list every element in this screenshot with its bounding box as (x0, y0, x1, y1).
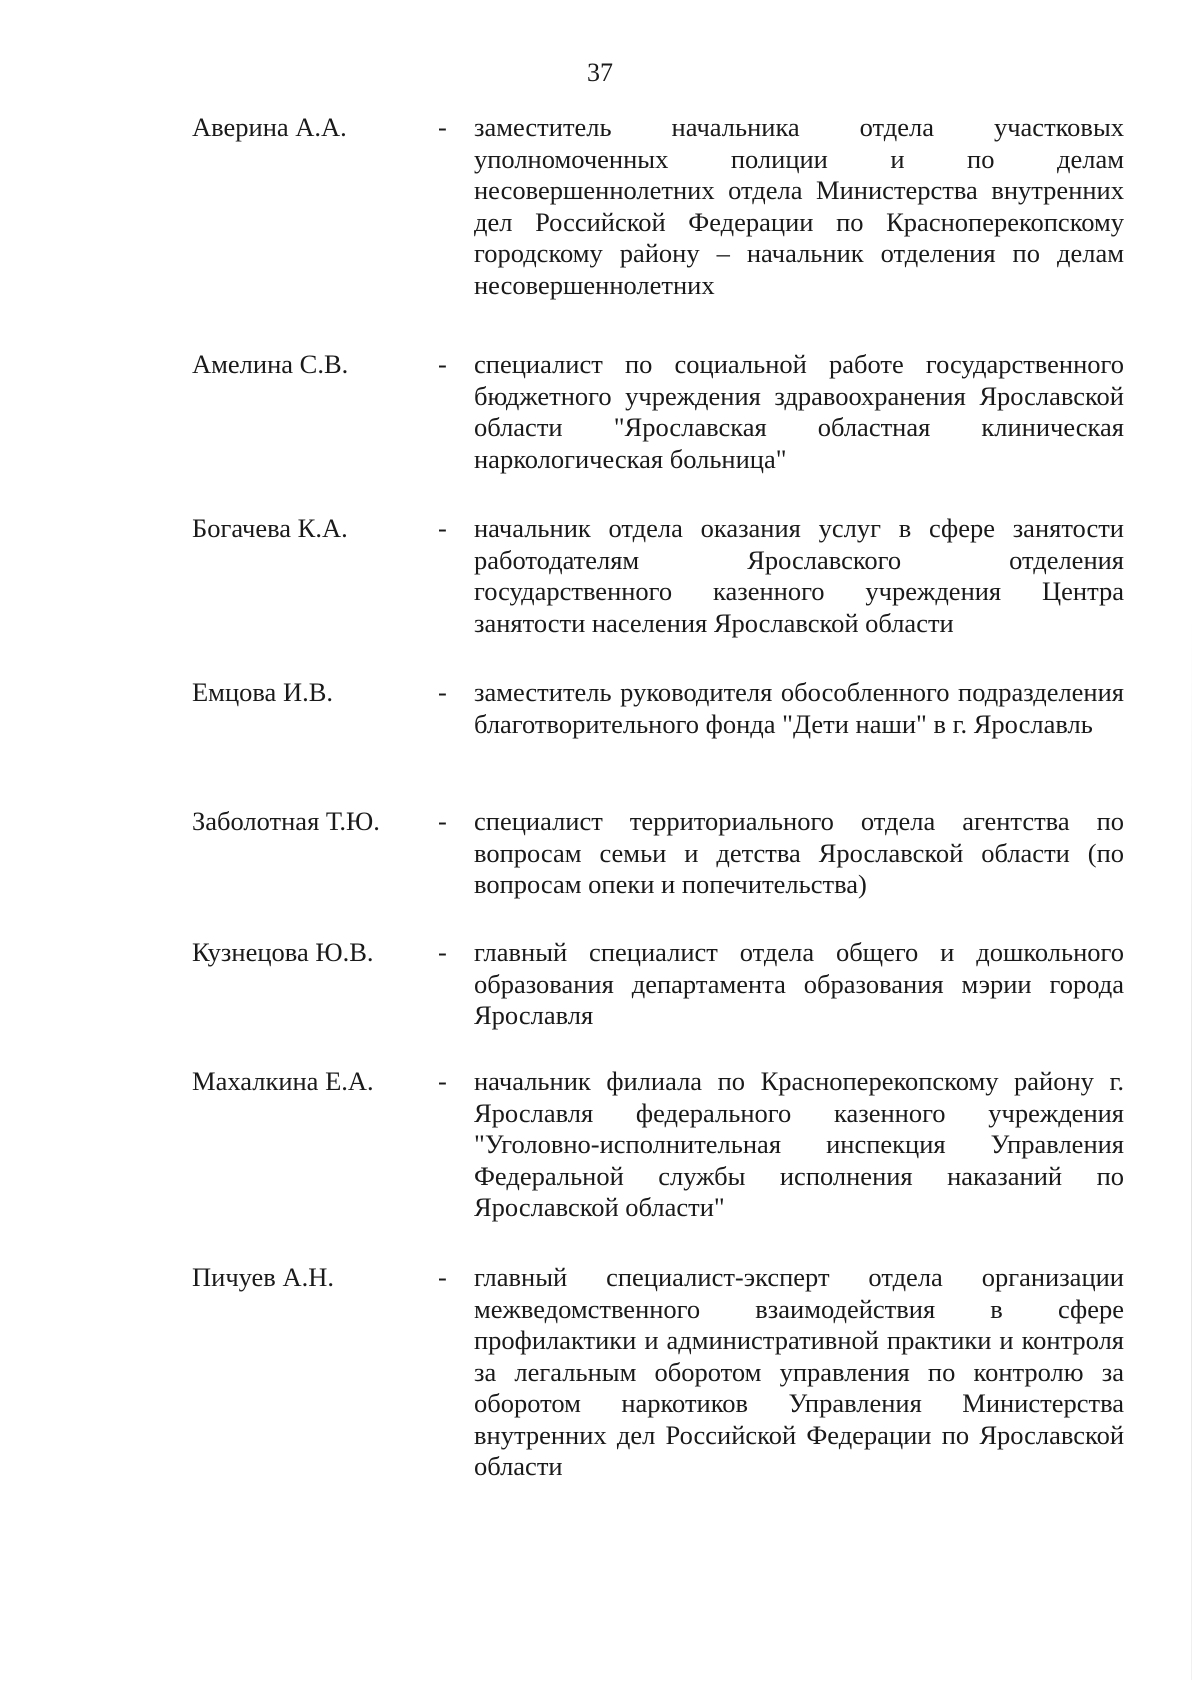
separator-dash: - (438, 1066, 447, 1096)
member-position: заместитель начальника отдела участковых уполномоченных полиции и по делам несовершеннолетних отдела Министерства внутренних дел Российской Федерации по Красноперекопскому городскому району – начальник отделения по делам несовершеннолетних (474, 112, 1124, 300)
member-name: Аверина А.А. (192, 112, 347, 142)
member-position: главный специалист отдела общего и дошкольного образования департамента образования мэрии города Ярославля (474, 937, 1124, 1030)
separator-dash: - (438, 1262, 447, 1292)
member-position: начальник филиала по Красноперекопскому району г. Ярославля федерального казенного учреждения "Уголовно-исполнительная инспекция Управления Федеральной службы исполнения наказаний по Ярославской области" (474, 1066, 1124, 1222)
member-position: главный специалист-эксперт отдела организации межведомственного взаимодействия в сфере профилактики и административной практики и контроля за легальным оборотом управления по контролю за оборотом наркотиков Управления Министерства внутренних дел Российской Федерации по Ярославской области (474, 1262, 1124, 1481)
separator-dash: - (438, 513, 447, 543)
separator-dash: - (438, 349, 447, 379)
separator-dash: - (438, 806, 447, 836)
separator-dash: - (438, 677, 447, 707)
member-name: Махалкина Е.А. (192, 1066, 374, 1096)
member-position: заместитель руководителя обособленного подразделения благотворительного фонда "Дети наши" в г. Ярославль (474, 677, 1124, 739)
page-number: 37 (587, 58, 613, 87)
member-position: специалист территориального отдела агентства по вопросам семьи и детства Ярославской области (по вопросам опеки и попечительства) (474, 806, 1124, 899)
separator-dash: - (438, 112, 447, 142)
separator-dash: - (438, 937, 447, 967)
member-name: Емцова И.В. (192, 677, 334, 707)
member-position: специалист по социальной работе государственного бюджетного учреждения здравоохранения Ярославской области "Ярославская областная клиническая наркологическая больница" (474, 349, 1124, 474)
member-position: начальник отдела оказания услуг в сфере занятости работодателям Ярославского отделения государственного казенного учреждения Центра занятости населения Ярославской области (474, 513, 1124, 638)
member-name: Кузнецова Ю.В. (192, 937, 374, 967)
member-name: Заболотная Т.Ю. (192, 806, 380, 836)
member-name: Пичуев А.Н. (192, 1262, 334, 1292)
scan-edge-shadow (1191, 620, 1192, 1680)
member-name: Богачева К.А. (192, 513, 348, 543)
member-name: Амелина С.В. (192, 349, 349, 379)
